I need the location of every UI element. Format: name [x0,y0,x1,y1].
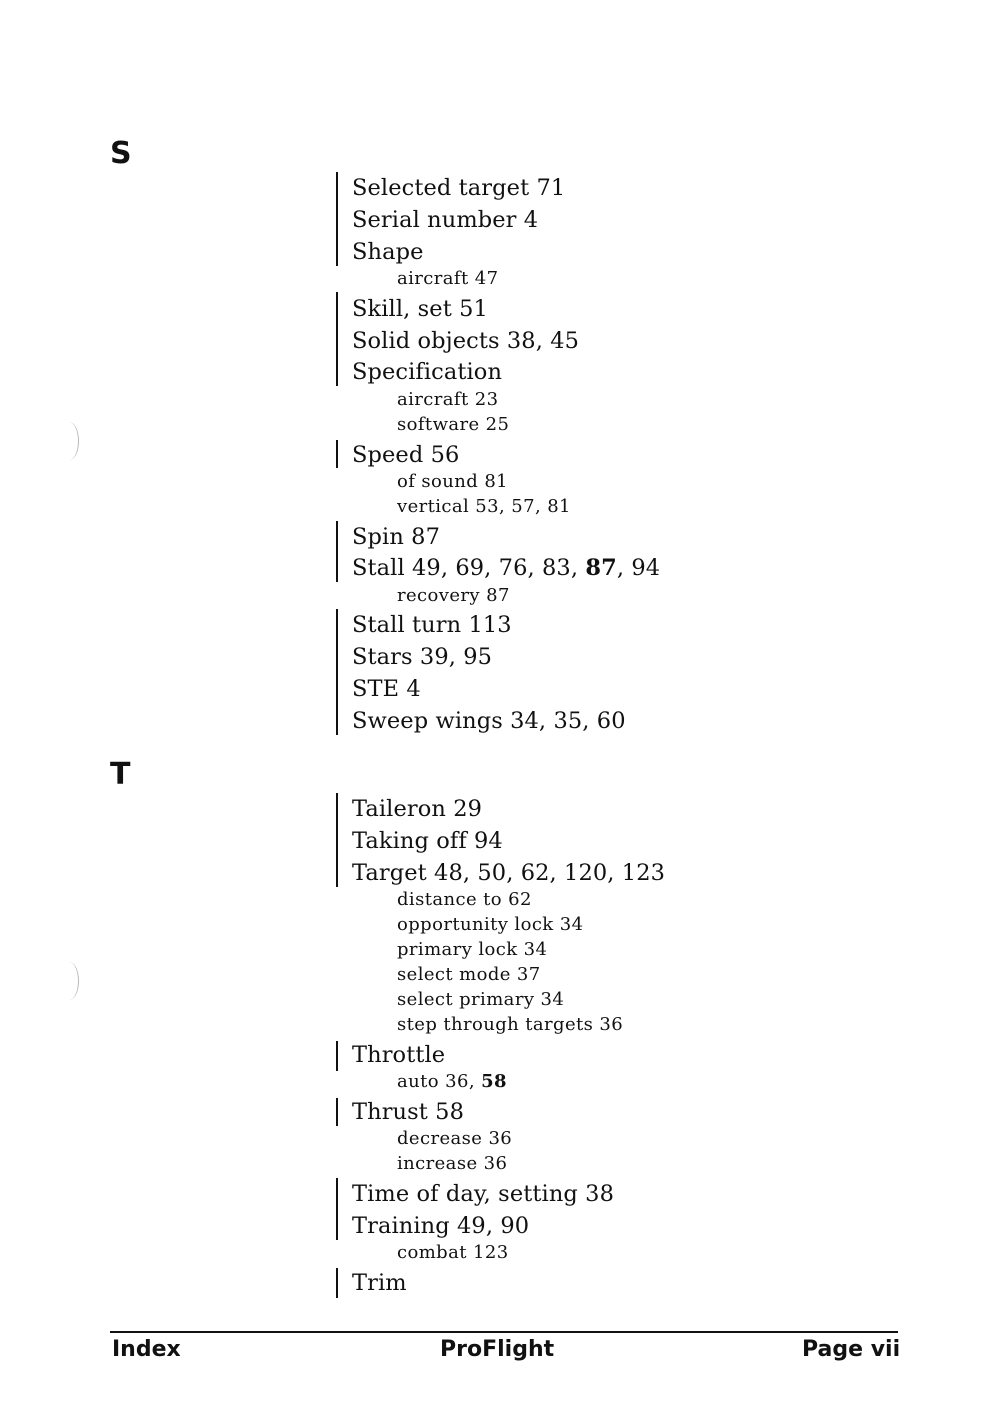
footer-page-number: Page vii [802,1337,901,1362]
index-subentry: primary lock 34 [397,939,548,960]
index-entry: Shape [352,239,424,265]
index-subentry: software 25 [397,414,510,435]
binder-hole-mark [60,962,79,1000]
index-subentry: vertical 53, 57, 81 [397,496,571,517]
index-subentry: decrease 36 [397,1128,513,1149]
section-letter-s: S [110,136,132,171]
index-entry: STE 4 [352,676,421,702]
footer-rule [110,1331,898,1333]
index-entry: Thrust 58 [352,1099,465,1125]
index-subentry: select mode 37 [397,964,541,985]
index-subentry: recovery 87 [397,585,510,606]
index-subentry: step through targets 36 [397,1014,624,1035]
index-entry: Target 48, 50, 62, 120, 123 [352,860,666,886]
footer-section-name: Index [112,1337,181,1362]
index-entry: Stars 39, 95 [352,644,493,670]
index-entry: Selected target 71 [352,175,566,201]
index-entry: Speed 56 [352,442,460,468]
index-subentry: aircraft 47 [397,268,499,289]
index-subentry: aircraft 23 [397,389,499,410]
index-entry-stall: Stall 49, 69, 76, 83, 87, 94 [352,555,661,581]
section-letter-t: T [110,757,131,792]
index-entry: Taking off 94 [352,828,503,854]
index-subentry: select primary 34 [397,989,565,1010]
index-entry: Specification [352,359,503,385]
index-entry: Spin 87 [352,524,440,550]
index-subentry-auto: auto 36, 58 [397,1071,507,1092]
index-entry: Trim [352,1270,407,1296]
index-subentry: increase 36 [397,1153,508,1174]
index-entry: Training 49, 90 [352,1213,530,1239]
index-subentry: of sound 81 [397,471,509,492]
index-subentry: combat 123 [397,1242,509,1263]
binder-hole-mark [60,422,79,460]
index-entry: Stall turn 113 [352,612,512,638]
index-subentry: opportunity lock 34 [397,914,584,935]
index-entry: Throttle [352,1042,446,1068]
index-entry: Solid objects 38, 45 [352,328,580,354]
index-entry: Time of day, setting 38 [352,1181,614,1207]
index-entry: Taileron 29 [352,796,483,822]
index-entry: Sweep wings 34, 35, 60 [352,708,626,734]
index-entry: Serial number 4 [352,207,539,233]
index-entry: Skill, set 51 [352,296,488,322]
footer-product-name: ProFlight [440,1337,555,1362]
index-subentry: distance to 62 [397,889,532,910]
